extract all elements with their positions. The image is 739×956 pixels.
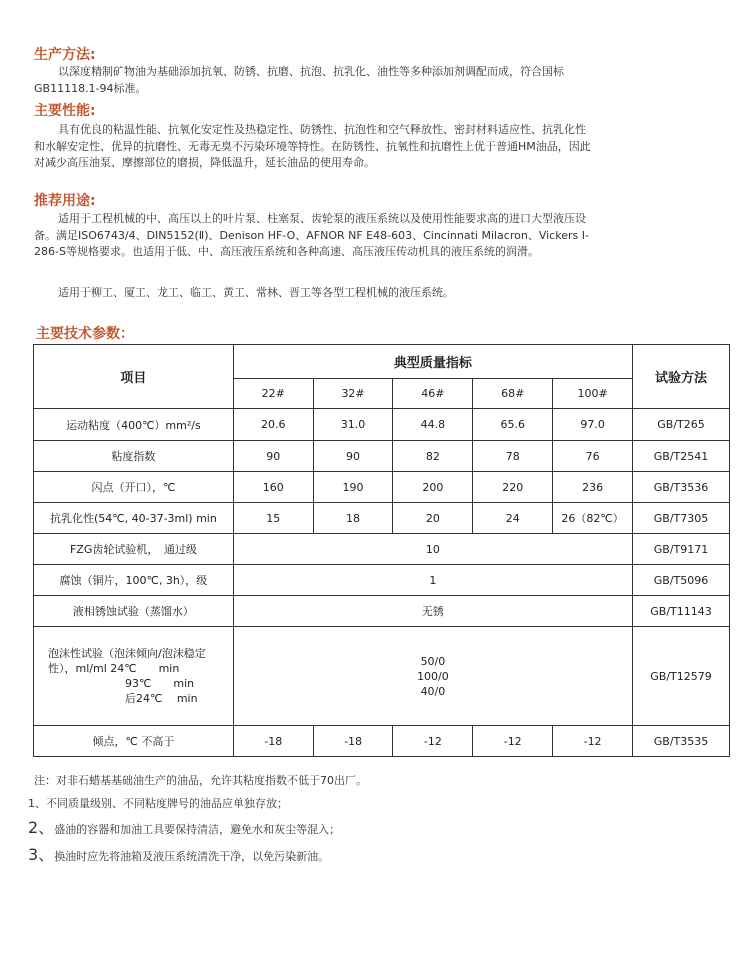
table-row bbox=[34, 503, 730, 534]
corrosion-value: 1 bbox=[233, 565, 632, 596]
row-value: 26（82℃） bbox=[553, 503, 633, 534]
pour-item: 倾点，℃ 不高于 bbox=[34, 726, 234, 757]
table-row bbox=[34, 596, 730, 627]
row-value: -18 bbox=[313, 726, 393, 757]
corrosion-item: 腐蚀（铜片，100℃, 3h），级 bbox=[34, 565, 234, 596]
row-value: 236 bbox=[553, 472, 633, 503]
note-2-number: 2、 bbox=[28, 818, 55, 837]
header-method: 试验方法 bbox=[633, 345, 730, 409]
production-title: 生产方法: bbox=[34, 47, 96, 63]
note-3 bbox=[28, 842, 329, 865]
row-value: 20.6 bbox=[233, 409, 313, 441]
fzg-method: GB/T9171 bbox=[633, 534, 730, 565]
foam-values bbox=[233, 627, 632, 726]
row-value: -12 bbox=[553, 726, 633, 757]
row-value: 65.6 bbox=[473, 409, 553, 441]
grade-22: 22# bbox=[233, 379, 313, 409]
row-value: 24 bbox=[473, 503, 553, 534]
foam-value-3: 40/0 bbox=[420, 684, 446, 698]
usage-text-1-body: 适用于工程机械的中、高压以上的叶片泵、柱塞泵、齿轮泵的液压系统以及使用性能要求高的进口大型液压设备。满足ISO6743/4、DIN5152(Ⅱ)、Denison HF-O、AFNOR NF E48-603、Cincinnati Milacron、Vickers I-286-S等规格要求。也适用于低、中、高压液压系统和各种高速、高压液压传动机具的液压系统的润滑。 bbox=[34, 212, 589, 258]
table-row bbox=[34, 565, 730, 596]
row-value: 200 bbox=[393, 472, 473, 503]
row-item: 粘度指数 bbox=[34, 441, 234, 472]
performance-text bbox=[34, 122, 594, 172]
note-2-text: 盛油的容器和加油工具要保持清洁，避免水和灰尘等混入； bbox=[54, 823, 341, 836]
performance-title: 主要性能: bbox=[34, 103, 96, 119]
foam-value-2: 100/0 bbox=[417, 669, 449, 683]
spec-table bbox=[33, 344, 730, 757]
table-row bbox=[34, 409, 730, 441]
row-value: 97.0 bbox=[553, 409, 633, 441]
row-value: 31.0 bbox=[313, 409, 393, 441]
table-row bbox=[34, 627, 730, 726]
foam-item-line4: 后24℃ min bbox=[125, 692, 198, 705]
row-value: -12 bbox=[393, 726, 473, 757]
row-value: -12 bbox=[473, 726, 553, 757]
header-quality: 典型质量指标 bbox=[233, 345, 632, 379]
grade-32: 32# bbox=[313, 379, 393, 409]
row-value: 20 bbox=[393, 503, 473, 534]
row-value: 90 bbox=[313, 441, 393, 472]
row-value: -18 bbox=[233, 726, 313, 757]
foam-item bbox=[34, 627, 234, 726]
row-value: 15 bbox=[233, 503, 313, 534]
production-text bbox=[34, 64, 594, 97]
pour-method: GB/T3535 bbox=[633, 726, 730, 757]
foam-item-line1: 泡沫性试验（泡沫倾向/泡沫稳定 bbox=[48, 647, 206, 660]
grade-46: 46# bbox=[393, 379, 473, 409]
note-1-text: 不同质量级别、不同粘度牌号的油品应单独存放； bbox=[46, 797, 288, 810]
note-3-text: 换油时应先将油箱及液压系统清洗干净，以免污染新油。 bbox=[54, 850, 330, 863]
note-1-number: 1、 bbox=[28, 797, 46, 810]
usage-text-2-body: 适用于柳工、厦工、龙工、临工、黄工、常林、晋工等各型工程机械的液压系统。 bbox=[58, 286, 454, 299]
table-row bbox=[34, 534, 730, 565]
usage-text-1 bbox=[34, 211, 594, 261]
row-value: 220 bbox=[473, 472, 553, 503]
rust-item: 液相锈蚀试验（蒸馏水） bbox=[34, 596, 234, 627]
row-value: 78 bbox=[473, 441, 553, 472]
row-value: 82 bbox=[393, 441, 473, 472]
table-row bbox=[34, 472, 730, 503]
row-method: GB/T265 bbox=[633, 409, 730, 441]
table-row bbox=[34, 726, 730, 757]
foam-item-line3: 93℃ min bbox=[125, 677, 195, 690]
row-item: 运动粘度（400℃）mm²/s bbox=[34, 409, 234, 441]
table-title: 主要技术参数： bbox=[36, 326, 134, 342]
rust-method: GB/T11143 bbox=[633, 596, 730, 627]
foam-value-1: 50/0 bbox=[420, 654, 446, 668]
note-3-number: 3、 bbox=[28, 845, 55, 864]
row-method: GB/T3536 bbox=[633, 472, 730, 503]
row-item: 闪点（开口），℃ bbox=[34, 472, 234, 503]
row-value: 190 bbox=[313, 472, 393, 503]
row-value: 160 bbox=[233, 472, 313, 503]
production-text-body: 以深度精制矿物油为基础添加抗氧、防锈、抗磨、抗泡、抗乳化、油性等多种添加剂调配而成，符合国标GB11118.1-94标准。 bbox=[34, 65, 564, 95]
header-item: 项目 bbox=[34, 345, 234, 409]
foam-method: GB/T12579 bbox=[633, 627, 730, 726]
row-value: 90 bbox=[233, 441, 313, 472]
corrosion-method: GB/T5096 bbox=[633, 565, 730, 596]
row-method: GB/T2541 bbox=[633, 441, 730, 472]
performance-text-body: 具有优良的粘温性能、抗氧化安定性及热稳定性、防锈性、抗泡性和空气释放性、密封材料适应性、抗乳化性和水解安定性、优异的抗磨性、无毒无臭不污染环境等特性。在防锈性、抗氧性和抗磨性上优于普通HM油品，因此对减少高压油泵、摩擦部位的磨损，降低温升，延长油品的使用寿命。 bbox=[34, 123, 591, 169]
row-method: GB/T7305 bbox=[633, 503, 730, 534]
usage-title: 推荐用途: bbox=[34, 193, 96, 209]
row-value: 44.8 bbox=[393, 409, 473, 441]
row-value: 76 bbox=[553, 441, 633, 472]
fzg-value: 10 bbox=[233, 534, 632, 565]
grade-68: 68# bbox=[473, 379, 553, 409]
note-2 bbox=[28, 815, 340, 838]
table-row bbox=[34, 441, 730, 472]
note-0: 注：对非石蜡基基础油生产的油品，允许其粘度指数不低于70出厂。 bbox=[34, 774, 367, 787]
rust-value: 无锈 bbox=[233, 596, 632, 627]
row-value: 18 bbox=[313, 503, 393, 534]
usage-text-2 bbox=[34, 285, 594, 302]
grade-100: 100# bbox=[553, 379, 633, 409]
foam-item-line2: 性），ml/ml 24℃ min bbox=[48, 662, 180, 675]
row-item: 抗乳化性(54℃, 40-37-3ml) min bbox=[34, 503, 234, 534]
fzg-item: FZG齿轮试验机， 通过级 bbox=[34, 534, 234, 565]
note-1 bbox=[28, 795, 288, 811]
